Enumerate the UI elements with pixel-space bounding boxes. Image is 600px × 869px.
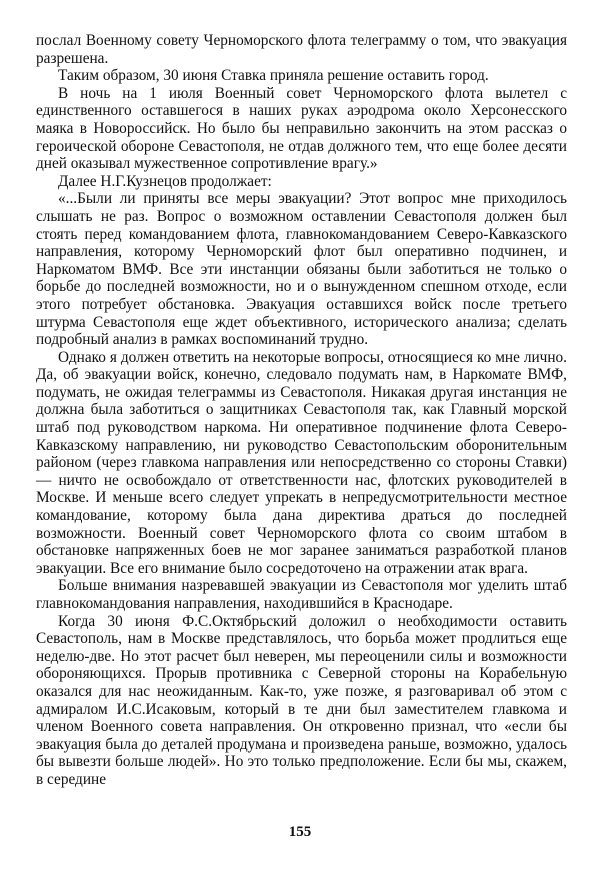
paragraph-6: Однако я должен ответить на некоторые вопросы, относящиеся ко мне лично. Да, об эвакуации войск, конечно, следовало подумать нам, в Наркомате ВМФ, подумать, не ожидая телеграммы из Севастополя. Никакая другая инстанция не должна была заботиться о защитниках Севастополя так, как Главный морской штаб под руководством наркома. Ни оперативное подчинение флота Северо-Кавказскому направлению, ни руководство Севастопольским оборонительным районом (через главкома направления или непосредственно со стороны Ставки) — ничто не освобождало от ответственности нас, флотских руководителей в Москве. И меньше всего следует упрекать в непредусмотрительности местное командование, которому была дана директива драться до последней возможности. Военный совет Черноморского флота со своим штабом в обстановке напряженных боев не мог заранее заниматься разработкой планов эвакуации. Все его внимание было сосредоточено на отражении атак врага. [36,348,567,577]
paragraph-5: «...Были ли приняты все меры эвакуации? Этот вопрос мне приходилось слышать не раз. Вопрос о возможном оставлении Севастополя должен был стоять перед командованием флота, главнокомандованием Северо-Кавказского направления, которому Черноморский флот был оперативно подчинен, и Наркоматом ВМФ. Все эти инстанции обязаны были заботиться не только о борьбе до последней возможности, но и о вынужденном спешном отходе, если этого потребует обстановка. Эвакуация оставшихся войск после третьего штурма Севастополя еще ждет объективного, исторического анализа; сделать подробный анализ в рамках воспоминаний трудно. [36,190,567,349]
paragraph-2: Таким образом, 30 июня Ставка приняла решение оставить город. [58,67,489,85]
paragraph-7: Больше внимания назревавшей эвакуации из Севастополя мог уделить штаб главнокомандования направления, находившийся в Краснодаре. [36,577,567,612]
paragraph-1: послал Военному совету Черноморского флота телеграмму о том, что эвакуация разрешена. [36,32,567,67]
page-number: 155 [288,824,312,840]
paragraph-8: Когда 30 июня Ф.С.Октябрьский доложил о необходимости оставить Севастополь, нам в Москве представлялось, что борьба может продлиться еще неделю-две. Но этот расчет был неверен, мы переоценили силы и возможности обороняющихся. Прорыв противника с Северной стороны на Корабельную оказался для нас неожиданным. Как-то, уже позже, я разговаривал об этом с адмиралом И.С.Исаковым, который в те дни был заместителем главкома и членом Военного совета направления. Он откровенно признал, что «если бы эвакуация была до деталей продумана и произведена раньше, возможно, удалось бы вывезти больше людей». Но это только предположение. Если бы мы, скажем, в середине [36,612,567,788]
body-text [36,32,567,789]
paragraph-3: В ночь на 1 июля Военный совет Черноморского флота вылетел с единственного оставшегося в наших руках аэродрома около Херсонесского маяка в Новороссийск. Но было бы неправильно закончить на этом рассказ о героической обороне Севастополя, не отдав должного тем, что еще более десяти дней оказывал мужественное сопротивление врагу.» [36,84,567,173]
paragraph-4: Далее Н.Г.Кузнецов продолжает: [58,172,272,190]
